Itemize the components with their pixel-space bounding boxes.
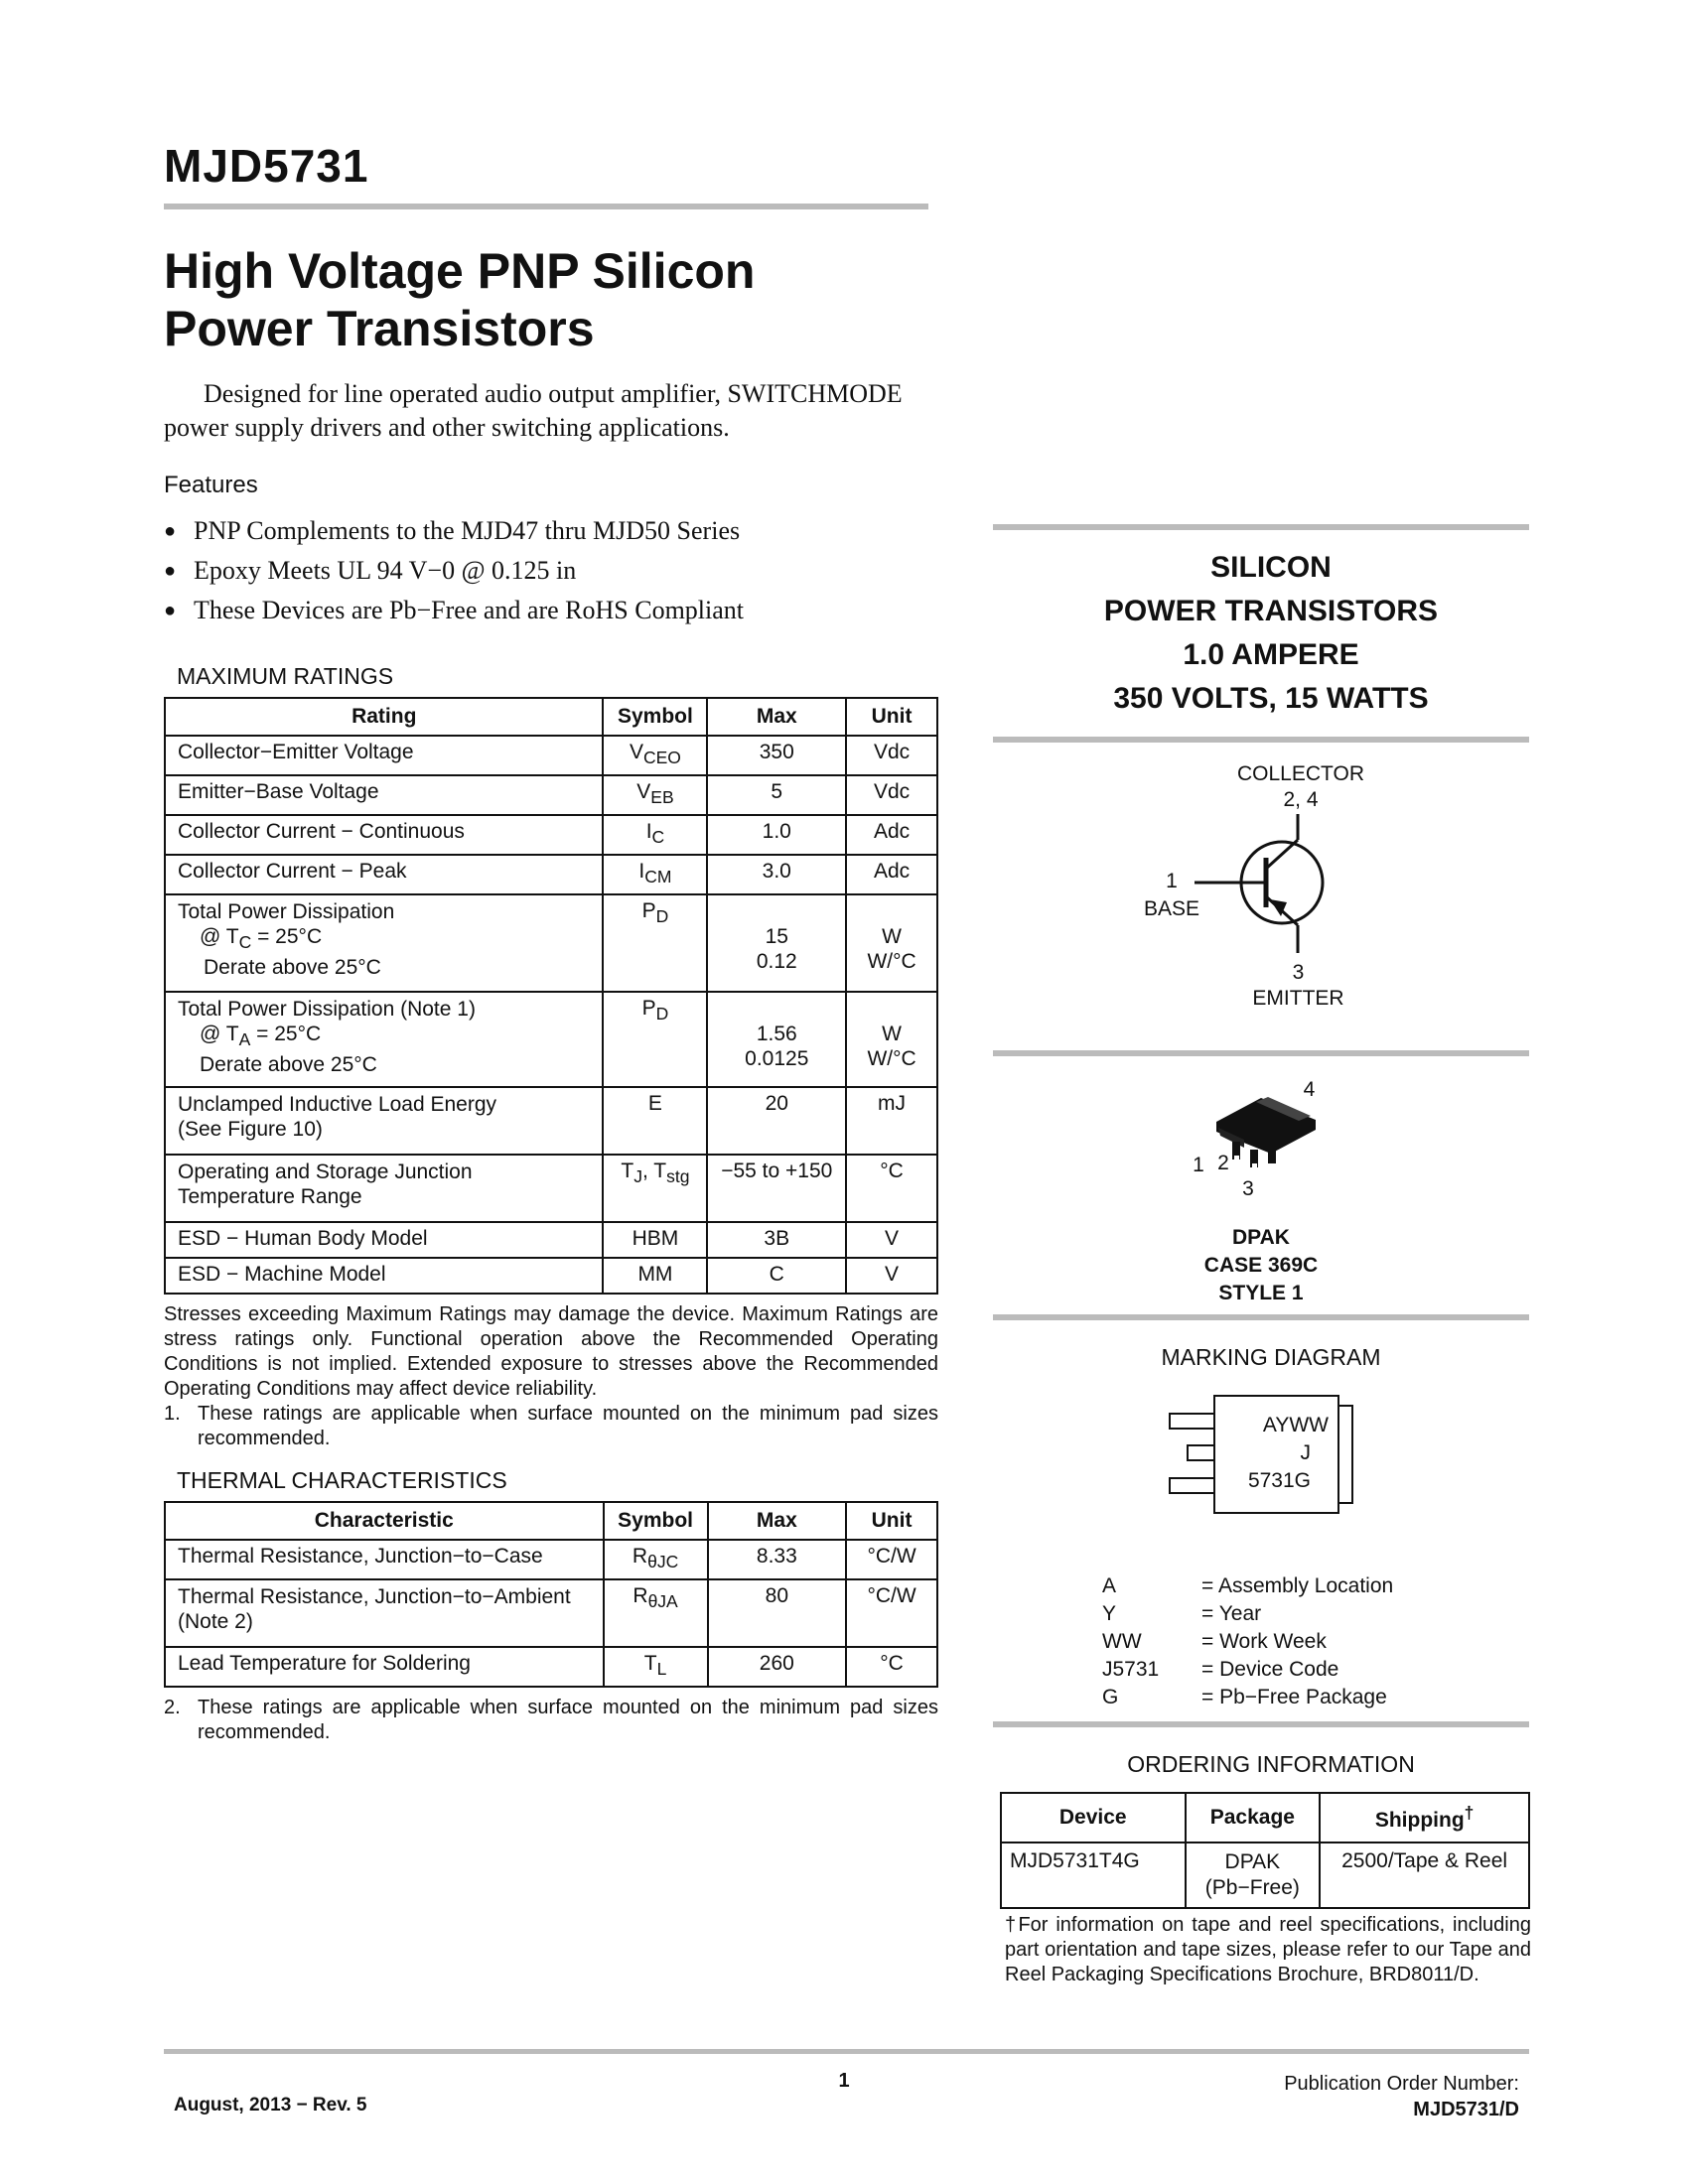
- max-ratings-notes: [164, 1302, 938, 1451]
- pkg-pin-4: 4: [1303, 1078, 1316, 1101]
- list-item: ● These Devices are Pb−Free and are RoHS Compliant: [164, 591, 938, 630]
- marking-heading: MARKING DIAGRAM: [1161, 1344, 1381, 1370]
- column-header: Device: [1001, 1793, 1186, 1843]
- table-row: ESD − Machine Model MM C V: [165, 1258, 937, 1294]
- page-title: High Voltage PNP Silicon Power Transistors: [164, 243, 756, 356]
- ordering-footnote: †For information on tape and reel specifications, including part orientation and tape sizes, please refer to our Tape and Reel Packaging Specifications Brochure, BRD8011/D.: [1005, 1914, 1531, 1985]
- pkg-pin-2: 2: [1217, 1152, 1229, 1174]
- pnp-transistor-symbol-icon: [1182, 814, 1340, 963]
- table-row: Operating and Storage Junction Temperature Range $T_J$, $T_{stg}$ −55 to +150 °C: [165, 1155, 937, 1222]
- column-header: Rating: [165, 698, 603, 736]
- package-label: DPAK CASE 369C STYLE 1: [1203, 1226, 1319, 1304]
- collector-label: COLLECTOR: [1237, 762, 1364, 785]
- table-row: Unclamped Inductive Load Energy (See Figure 10) E 20 mJ: [165, 1087, 937, 1155]
- collector-pins: 2, 4: [1283, 788, 1319, 811]
- footnote-1: 1. These ratings are applicable when surface mounted on the minimum pad sizes recommended.: [164, 1403, 938, 1449]
- column-header: Unit: [846, 698, 937, 736]
- table-row: Emitter−Base Voltage $V_{EB}$ 5 Vdc: [165, 775, 937, 815]
- emitter-pin: 3: [1292, 961, 1305, 984]
- column-header: Shipping†: [1320, 1793, 1529, 1843]
- ordering-table: [1000, 1792, 1530, 1909]
- side-heading: SILICON POWER TRANSISTORS 1.0 AMPERE 350 VOLTS, 15 WATTS: [1103, 551, 1439, 715]
- thermal-table: [164, 1501, 938, 1688]
- list-item: Y = Year: [1102, 1602, 1262, 1625]
- revision-date: August, 2013 − Rev. 5: [174, 2095, 367, 2116]
- side-rule-5: [993, 1721, 1529, 1727]
- features-heading: Features: [164, 472, 258, 498]
- max-ratings-heading: MAXIMUM RATINGS: [177, 663, 394, 689]
- max-ratings-table: [164, 697, 938, 1295]
- list-item: WW = Work Week: [1102, 1630, 1327, 1653]
- thermal-notes: [164, 1696, 938, 1745]
- column-header: Symbol: [604, 1502, 708, 1540]
- description: Designed for line operated audio output amplifier, SWITCHMODE power supply drivers and other switching applications.: [164, 379, 903, 442]
- column-header: Max: [708, 1502, 847, 1540]
- side-rule-3: [993, 1050, 1529, 1056]
- column-header: Characteristic: [165, 1502, 604, 1540]
- table-row: Collector−Emitter Voltage $V_{CEO}$ 350 Vdc: [165, 736, 937, 775]
- column-header: Unit: [846, 1502, 937, 1540]
- column-header: Max: [707, 698, 846, 736]
- list-item: J5731 = Device Code: [1102, 1658, 1339, 1681]
- table-row: Thermal Resistance, Junction−to−Ambient (Note 2) $R_{\theta JA}$ 80 °C/W: [165, 1579, 937, 1647]
- table-row: ESD − Human Body Model HBM 3B V: [165, 1222, 937, 1258]
- features-list: [164, 511, 938, 630]
- table-row: Thermal Resistance, Junction−to−Case $R_{\theta JC}$ 8.33 °C/W: [165, 1540, 937, 1579]
- side-rule-1: [993, 524, 1529, 530]
- footer-rule: [164, 2049, 1529, 2054]
- emitter-label: EMITTER: [1252, 987, 1344, 1010]
- page-number: 1: [838, 2070, 850, 2092]
- base-pin: 1: [1166, 870, 1178, 892]
- list-item: A = Assembly Location: [1102, 1574, 1394, 1597]
- table-row: Lead Temperature for Soldering $T_L$ 260 °C: [165, 1647, 937, 1687]
- list-item: ● Epoxy Meets UL 94 V−0 @ 0.125 in: [164, 551, 938, 591]
- footnote-2: 2. These ratings are applicable when surface mounted on the minimum pad sizes recommended.: [164, 1697, 938, 1743]
- table-row: Total Power Dissipation @ $T_C = 25^\circ C$ Derate above 25°C $P_D$ 15 0.12 W W/°C: [165, 894, 937, 992]
- thermal-heading: THERMAL CHARACTERISTICS: [177, 1467, 507, 1493]
- column-header: Package: [1186, 1793, 1321, 1843]
- column-header: Symbol: [603, 698, 707, 736]
- table-header-row: [1001, 1793, 1529, 1843]
- ordering-heading: ORDERING INFORMATION: [1127, 1751, 1415, 1777]
- table-row: Total Power Dissipation (Note 1) @ $T_A = 25^\circ C$ Derate above 25°C $P_D$ 1.56 0.0125 W W/°C: [165, 992, 937, 1087]
- side-rule-4: [993, 1314, 1529, 1320]
- table-row: Collector Current − Peak $I_{CM}$ 3.0 Adc: [165, 855, 937, 894]
- marking-line-2: J: [1300, 1441, 1311, 1464]
- pkg-pin-3: 3: [1242, 1177, 1254, 1200]
- table-row: Collector Current − Continuous $I_C$ 1.0 Adc: [165, 815, 937, 855]
- marking-line-1: AYWW: [1262, 1414, 1329, 1436]
- publication-number: Publication Order Number: MJD5731/D: [1284, 2073, 1519, 2120]
- part-number: MJD5731: [164, 140, 369, 192]
- stress-note: Stresses exceeding Maximum Ratings may damage the device. Maximum Ratings are stress ratings only. Functional operation above the Recommended Operating Conditions is not implied. Extended exposure to stresses above the Recommended Operating Conditions may affect device reliability.: [164, 1303, 938, 1400]
- table-row: MJD5731T4G DPAK (Pb−Free) 2500/Tape & Reel: [1001, 1843, 1529, 1908]
- base-label: BASE: [1143, 897, 1200, 920]
- side-rule-2: [993, 737, 1529, 743]
- table-header-row: [165, 698, 937, 736]
- table-header-row: [165, 1502, 937, 1540]
- list-item: G = Pb−Free Package: [1102, 1686, 1387, 1708]
- pkg-pin-1: 1: [1193, 1154, 1204, 1176]
- marking-line-3: 5731G: [1247, 1469, 1311, 1492]
- marking-legend: [1102, 1572, 1393, 1711]
- list-item: ● PNP Complements to the MJD47 thru MJD50 Series: [164, 511, 938, 551]
- header-rule: [164, 204, 928, 209]
